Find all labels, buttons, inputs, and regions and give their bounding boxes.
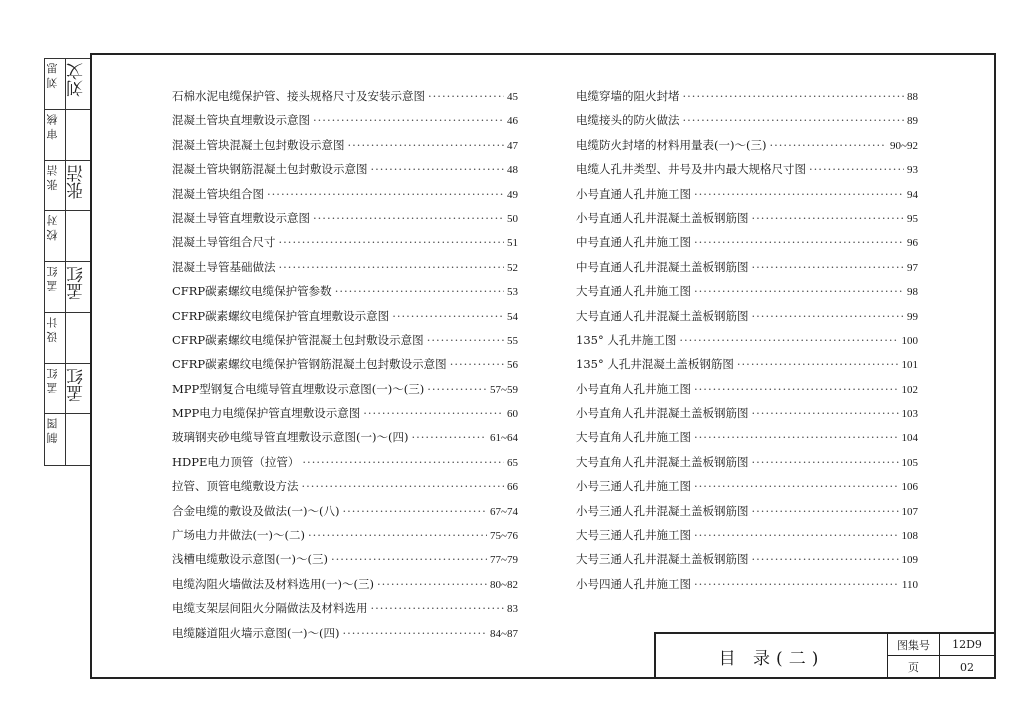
- toc-entry-title: 电缆人孔井类型、井号及井内最大规格尺寸图: [576, 162, 806, 177]
- toc-entry-page: 50: [507, 212, 518, 225]
- toc-entry[interactable]: [172, 429, 518, 453]
- toc-entry-title: 混凝土管块钢筋混凝土包封敷设示意图: [172, 162, 368, 177]
- toc-entry-title: CFRP碳素螺纹电缆保护管参数: [172, 284, 332, 299]
- toc-entry[interactable]: [172, 210, 518, 234]
- page-label: 页: [888, 656, 940, 678]
- toc-leader-dots: [279, 260, 505, 274]
- toc-entry-page: 60: [507, 408, 518, 421]
- toc-entry[interactable]: [172, 332, 518, 356]
- toc-entry[interactable]: [172, 356, 518, 380]
- toc-entry-page: 48: [507, 164, 518, 177]
- toc-entry-page: 109: [901, 554, 918, 567]
- toc-entry[interactable]: [172, 186, 518, 210]
- toc-entry[interactable]: [576, 454, 918, 478]
- toc-entry-page: 83: [507, 603, 518, 616]
- toc-entry-page: 53: [507, 286, 518, 299]
- toc-entry-title: 大号直通人孔井施工图: [576, 284, 691, 299]
- toc-entry-page: 110: [901, 578, 918, 591]
- signature-role-label: 刘 思: [46, 63, 59, 89]
- toc-entry-title: 大号三通人孔井施工图: [576, 528, 691, 543]
- toc-leader-dots: [683, 89, 905, 103]
- atlas-number-value: 12D9: [940, 634, 994, 656]
- toc-entry-page: 88: [907, 91, 918, 103]
- toc-entry-page: 52: [507, 261, 518, 274]
- toc-entry-title: CFRP碳素螺纹电缆保护管混凝土包封敷设示意图: [172, 332, 424, 347]
- toc-leader-dots: [363, 406, 504, 420]
- toc-entry-page: 56: [507, 359, 518, 372]
- title-block: [654, 632, 994, 678]
- toc-entry-title: 混凝土管块直埋敷设示意图: [172, 113, 310, 128]
- toc-leader-dots: [694, 235, 904, 249]
- toc-entry-title: 中号直通人孔井施工图: [576, 235, 691, 250]
- toc-entry-title: 混凝土管块混凝土包封敷设示意图: [172, 137, 345, 152]
- toc-entry-title: 广场电力井做法(一)～(二): [172, 528, 305, 543]
- toc-entry-page: 84~87: [490, 627, 518, 640]
- toc-entry-page: 67~74: [490, 505, 518, 518]
- toc-leader-dots: [427, 382, 487, 396]
- toc-entry[interactable]: [172, 576, 518, 600]
- toc-leader-dots: [267, 187, 504, 201]
- toc-entry-page: 66: [507, 481, 518, 494]
- toc-entry-page: 46: [507, 115, 518, 128]
- toc-entry-page: 107: [901, 505, 918, 518]
- toc-entry[interactable]: [576, 576, 918, 600]
- toc-entry-page: 57~59: [490, 383, 518, 396]
- toc-entry-title: 浅槽电缆敷设示意图(一)～(三): [172, 552, 328, 567]
- toc-entry-title: 小号直角人孔井混凝土盖板钢筋图: [576, 406, 749, 421]
- toc-entry[interactable]: [576, 137, 918, 161]
- toc-leader-dots: [348, 138, 505, 152]
- toc-entry-title: 混凝土导管直埋敷设示意图: [172, 210, 310, 225]
- toc-entry[interactable]: [576, 405, 918, 429]
- signature-row: [45, 161, 91, 212]
- signature-row: [45, 110, 91, 161]
- toc-entry[interactable]: [576, 234, 918, 258]
- signature-strip: [44, 58, 92, 466]
- toc-entry-page: 89: [907, 115, 918, 128]
- toc-leader-dots: [737, 357, 899, 371]
- toc-entry-title: CFRP碳素螺纹电缆保护管直埋敷设示意图: [172, 308, 390, 323]
- toc-entry-title: 小号直通人孔井施工图: [576, 186, 691, 201]
- toc-entry-page: 45: [507, 91, 518, 103]
- toc-leader-dots: [371, 162, 505, 176]
- toc-left-column: [172, 88, 518, 649]
- toc-leader-dots: [302, 455, 504, 469]
- toc-entry-page: 77~79: [490, 554, 518, 567]
- toc-entry-page: 99: [907, 310, 918, 323]
- signature-row: [45, 313, 91, 364]
- toc-entry[interactable]: [576, 112, 918, 136]
- toc-leader-dots: [752, 455, 899, 469]
- toc-entry[interactable]: [576, 283, 918, 307]
- handwritten-signature: 张洁: [67, 164, 87, 199]
- toc-entry[interactable]: [172, 527, 518, 551]
- toc-entry-page: 101: [901, 359, 918, 372]
- toc-entry-title: 小号三通人孔井混凝土盖板钢筋图: [576, 503, 749, 518]
- toc-leader-dots: [427, 333, 504, 347]
- toc-entry-page: 75~76: [490, 530, 518, 543]
- toc-entry[interactable]: [576, 527, 918, 551]
- signature-row: [45, 59, 91, 110]
- toc-entry[interactable]: [576, 478, 918, 502]
- toc-entry[interactable]: [172, 161, 518, 185]
- signature-role-label: 校 对: [46, 215, 59, 241]
- toc-entry-page: 102: [901, 383, 918, 396]
- toc-entry[interactable]: [576, 503, 918, 527]
- signature-row: [45, 262, 91, 313]
- toc-entry-page: 95: [907, 212, 918, 225]
- toc-entry[interactable]: [576, 161, 918, 185]
- toc-entry[interactable]: [576, 259, 918, 283]
- signature-row: [45, 211, 91, 262]
- toc-entry-page: 47: [507, 139, 518, 152]
- atlas-number-label: 图集号: [888, 634, 940, 656]
- toc-entry-page: 97: [907, 261, 918, 274]
- toc-entry-title: 大号直通人孔井混凝土盖板钢筋图: [576, 308, 749, 323]
- page-number-value: 02: [960, 660, 974, 674]
- toc-entry[interactable]: [172, 600, 518, 624]
- signature-role-label: 设 计: [46, 316, 59, 343]
- signature-role-label: 孟 红: [46, 367, 59, 393]
- toc-entry-title: 混凝土管块组合图: [172, 186, 264, 201]
- toc-entry[interactable]: [172, 381, 518, 405]
- toc-entry-page: 61~64: [490, 432, 518, 445]
- toc-leader-dots: [302, 479, 505, 493]
- toc-entry[interactable]: [172, 503, 518, 527]
- toc-entry-page: 90~92: [890, 139, 918, 152]
- toc-entry-title: 玻璃钢夹砂电缆导管直埋敷设示意图(一)～(四): [172, 430, 409, 445]
- toc-leader-dots: [428, 89, 504, 103]
- toc-entry-title: 电缆防火封堵的材料用量表(一)～(三): [576, 137, 767, 152]
- toc-entry-title: 电缆支架层间阻火分隔做法及材料选用: [172, 601, 368, 616]
- toc-leader-dots: [335, 284, 504, 298]
- toc-entry-page: 49: [507, 188, 518, 201]
- toc-entry-title: 混凝土导管组合尺寸: [172, 235, 276, 250]
- toc-entry[interactable]: [576, 88, 918, 112]
- toc-entry-page: 96: [907, 237, 918, 250]
- toc-leader-dots: [752, 406, 899, 420]
- signature-role-label: 孟 红: [46, 266, 59, 292]
- toc-entry[interactable]: [172, 234, 518, 258]
- toc-entry[interactable]: [576, 210, 918, 234]
- toc-entry-page: 108: [901, 530, 918, 543]
- toc-entry[interactable]: [172, 112, 518, 136]
- toc-entry-title: 大号直角人孔井施工图: [576, 430, 691, 445]
- toc-entry-page: 94: [907, 188, 918, 201]
- toc-entry-title: 135° 人孔井混凝土盖板钢筋图: [576, 357, 734, 372]
- toc-entry-title: 电缆沟阻火墙做法及材料选用(一)～(三): [172, 576, 374, 591]
- toc-leader-dots: [279, 235, 505, 249]
- toc-entry[interactable]: [576, 356, 918, 380]
- toc-leader-dots: [392, 309, 504, 323]
- toc-leader-dots: [752, 211, 905, 225]
- toc-entry[interactable]: [576, 186, 918, 210]
- toc-entry[interactable]: [576, 332, 918, 356]
- toc-leader-dots: [752, 552, 899, 566]
- toc-leader-dots: [809, 162, 904, 176]
- toc-entry-title: 大号直角人孔井混凝土盖板钢筋图: [576, 454, 749, 469]
- toc-entry-title: MPP电力电缆保护管直埋敷设示意图: [172, 406, 361, 421]
- toc-leader-dots: [694, 284, 904, 298]
- toc-leader-dots: [450, 357, 504, 371]
- handwritten-signature: 孟红: [67, 266, 87, 300]
- toc-leader-dots: [371, 601, 505, 615]
- toc-entry-title: 合金电缆的敷设及做法(一)～(八): [172, 503, 340, 518]
- toc-entry[interactable]: [172, 454, 518, 478]
- toc-leader-dots: [679, 333, 898, 347]
- toc-entry-title: 小号直通人孔井混凝土盖板钢筋图: [576, 210, 749, 225]
- toc-entry[interactable]: [172, 308, 518, 332]
- toc-entry[interactable]: [172, 405, 518, 429]
- toc-entry-title: 石棉水泥电缆保护管、接头规格尺寸及安装示意图: [172, 89, 425, 103]
- toc-entry[interactable]: [172, 88, 518, 112]
- toc-entry-page: 55: [507, 334, 518, 347]
- toc-entry-page: 54: [507, 310, 518, 323]
- toc-leader-dots: [411, 430, 487, 444]
- toc-entry-page: 65: [507, 456, 518, 469]
- toc-entry-title: 小号四通人孔井施工图: [576, 576, 691, 591]
- toc-entry-page: 93: [907, 164, 918, 177]
- toc-right-column: [576, 88, 918, 600]
- toc-entry[interactable]: [172, 137, 518, 161]
- toc-leader-dots: [308, 528, 487, 542]
- toc-entry[interactable]: [576, 381, 918, 405]
- toc-leader-dots: [694, 430, 899, 444]
- toc-leader-dots: [752, 260, 905, 274]
- sheet-title: 目 录(二): [656, 634, 888, 678]
- toc-entry-title: 大号三通人孔井混凝土盖板钢筋图: [576, 552, 749, 567]
- signature-role-label: 审 核: [46, 113, 59, 140]
- toc-entry-page: 106: [901, 481, 918, 494]
- handwritten-signature: 刘文: [67, 63, 87, 97]
- toc-entry[interactable]: [172, 259, 518, 283]
- toc-entry-title: 拉管、顶管电缆敷设方法: [172, 479, 299, 494]
- toc-leader-dots: [694, 382, 899, 396]
- signature-row: [45, 414, 91, 465]
- toc-entry-title: HDPE电力顶管（拉管）: [172, 454, 300, 469]
- toc-entry-page: 105: [901, 456, 918, 469]
- toc-entry-title: 中号直通人孔井混凝土盖板钢筋图: [576, 259, 749, 274]
- toc-leader-dots: [694, 528, 899, 542]
- toc-entry-page: 51: [507, 237, 518, 250]
- toc-leader-dots: [694, 479, 899, 493]
- toc-leader-dots: [694, 187, 904, 201]
- toc-entry[interactable]: [172, 283, 518, 307]
- toc-entry-page: 104: [901, 432, 918, 445]
- toc-entry[interactable]: [576, 308, 918, 332]
- toc-entry[interactable]: [172, 551, 518, 575]
- toc-leader-dots: [769, 138, 887, 152]
- toc-leader-dots: [752, 504, 899, 518]
- toc-entry[interactable]: [576, 429, 918, 453]
- toc-leader-dots: [342, 504, 487, 518]
- toc-leader-dots: [313, 211, 504, 225]
- toc-leader-dots: [331, 552, 487, 566]
- toc-entry-title: MPP型钢复合电缆导管直埋敷设示意图(一)～(三): [172, 381, 425, 396]
- toc-entry-title: 混凝土导管基础做法: [172, 259, 276, 274]
- toc-leader-dots: [377, 577, 487, 591]
- signature-row: [45, 364, 91, 415]
- toc-entry[interactable]: [576, 551, 918, 575]
- signature-role-label: 张 洁: [46, 164, 59, 190]
- toc-entry-title: 135° 人孔井施工图: [576, 332, 677, 347]
- toc-leader-dots: [313, 113, 504, 127]
- toc-leader-dots: [683, 113, 905, 127]
- handwritten-signature: 孟红: [67, 367, 87, 402]
- toc-entry-title: 小号直角人孔井施工图: [576, 381, 691, 396]
- toc-entry-title: 电缆隧道阻火墙示意图(一)～(四): [172, 625, 340, 640]
- toc-entry-page: 80~82: [490, 578, 518, 591]
- toc-entry-title: CFRP碳素螺纹电缆保护管钢筋混凝土包封敷设示意图: [172, 357, 447, 372]
- toc-leader-dots: [342, 626, 487, 640]
- toc-entry-page: 100: [901, 334, 918, 347]
- toc-leader-dots: [752, 309, 905, 323]
- toc-entry-title: 电缆接头的防火做法: [576, 113, 680, 128]
- toc-entry[interactable]: [172, 478, 518, 502]
- toc-entry[interactable]: [172, 625, 518, 649]
- toc-entry-title: 电缆穿墙的阻火封堵: [576, 89, 680, 103]
- toc-entry-title: 小号三通人孔井施工图: [576, 479, 691, 494]
- toc-entry-page: 98: [907, 286, 918, 299]
- signature-role-label: 制 图: [46, 418, 59, 444]
- toc-leader-dots: [694, 577, 899, 591]
- toc-entry-page: 103: [901, 408, 918, 421]
